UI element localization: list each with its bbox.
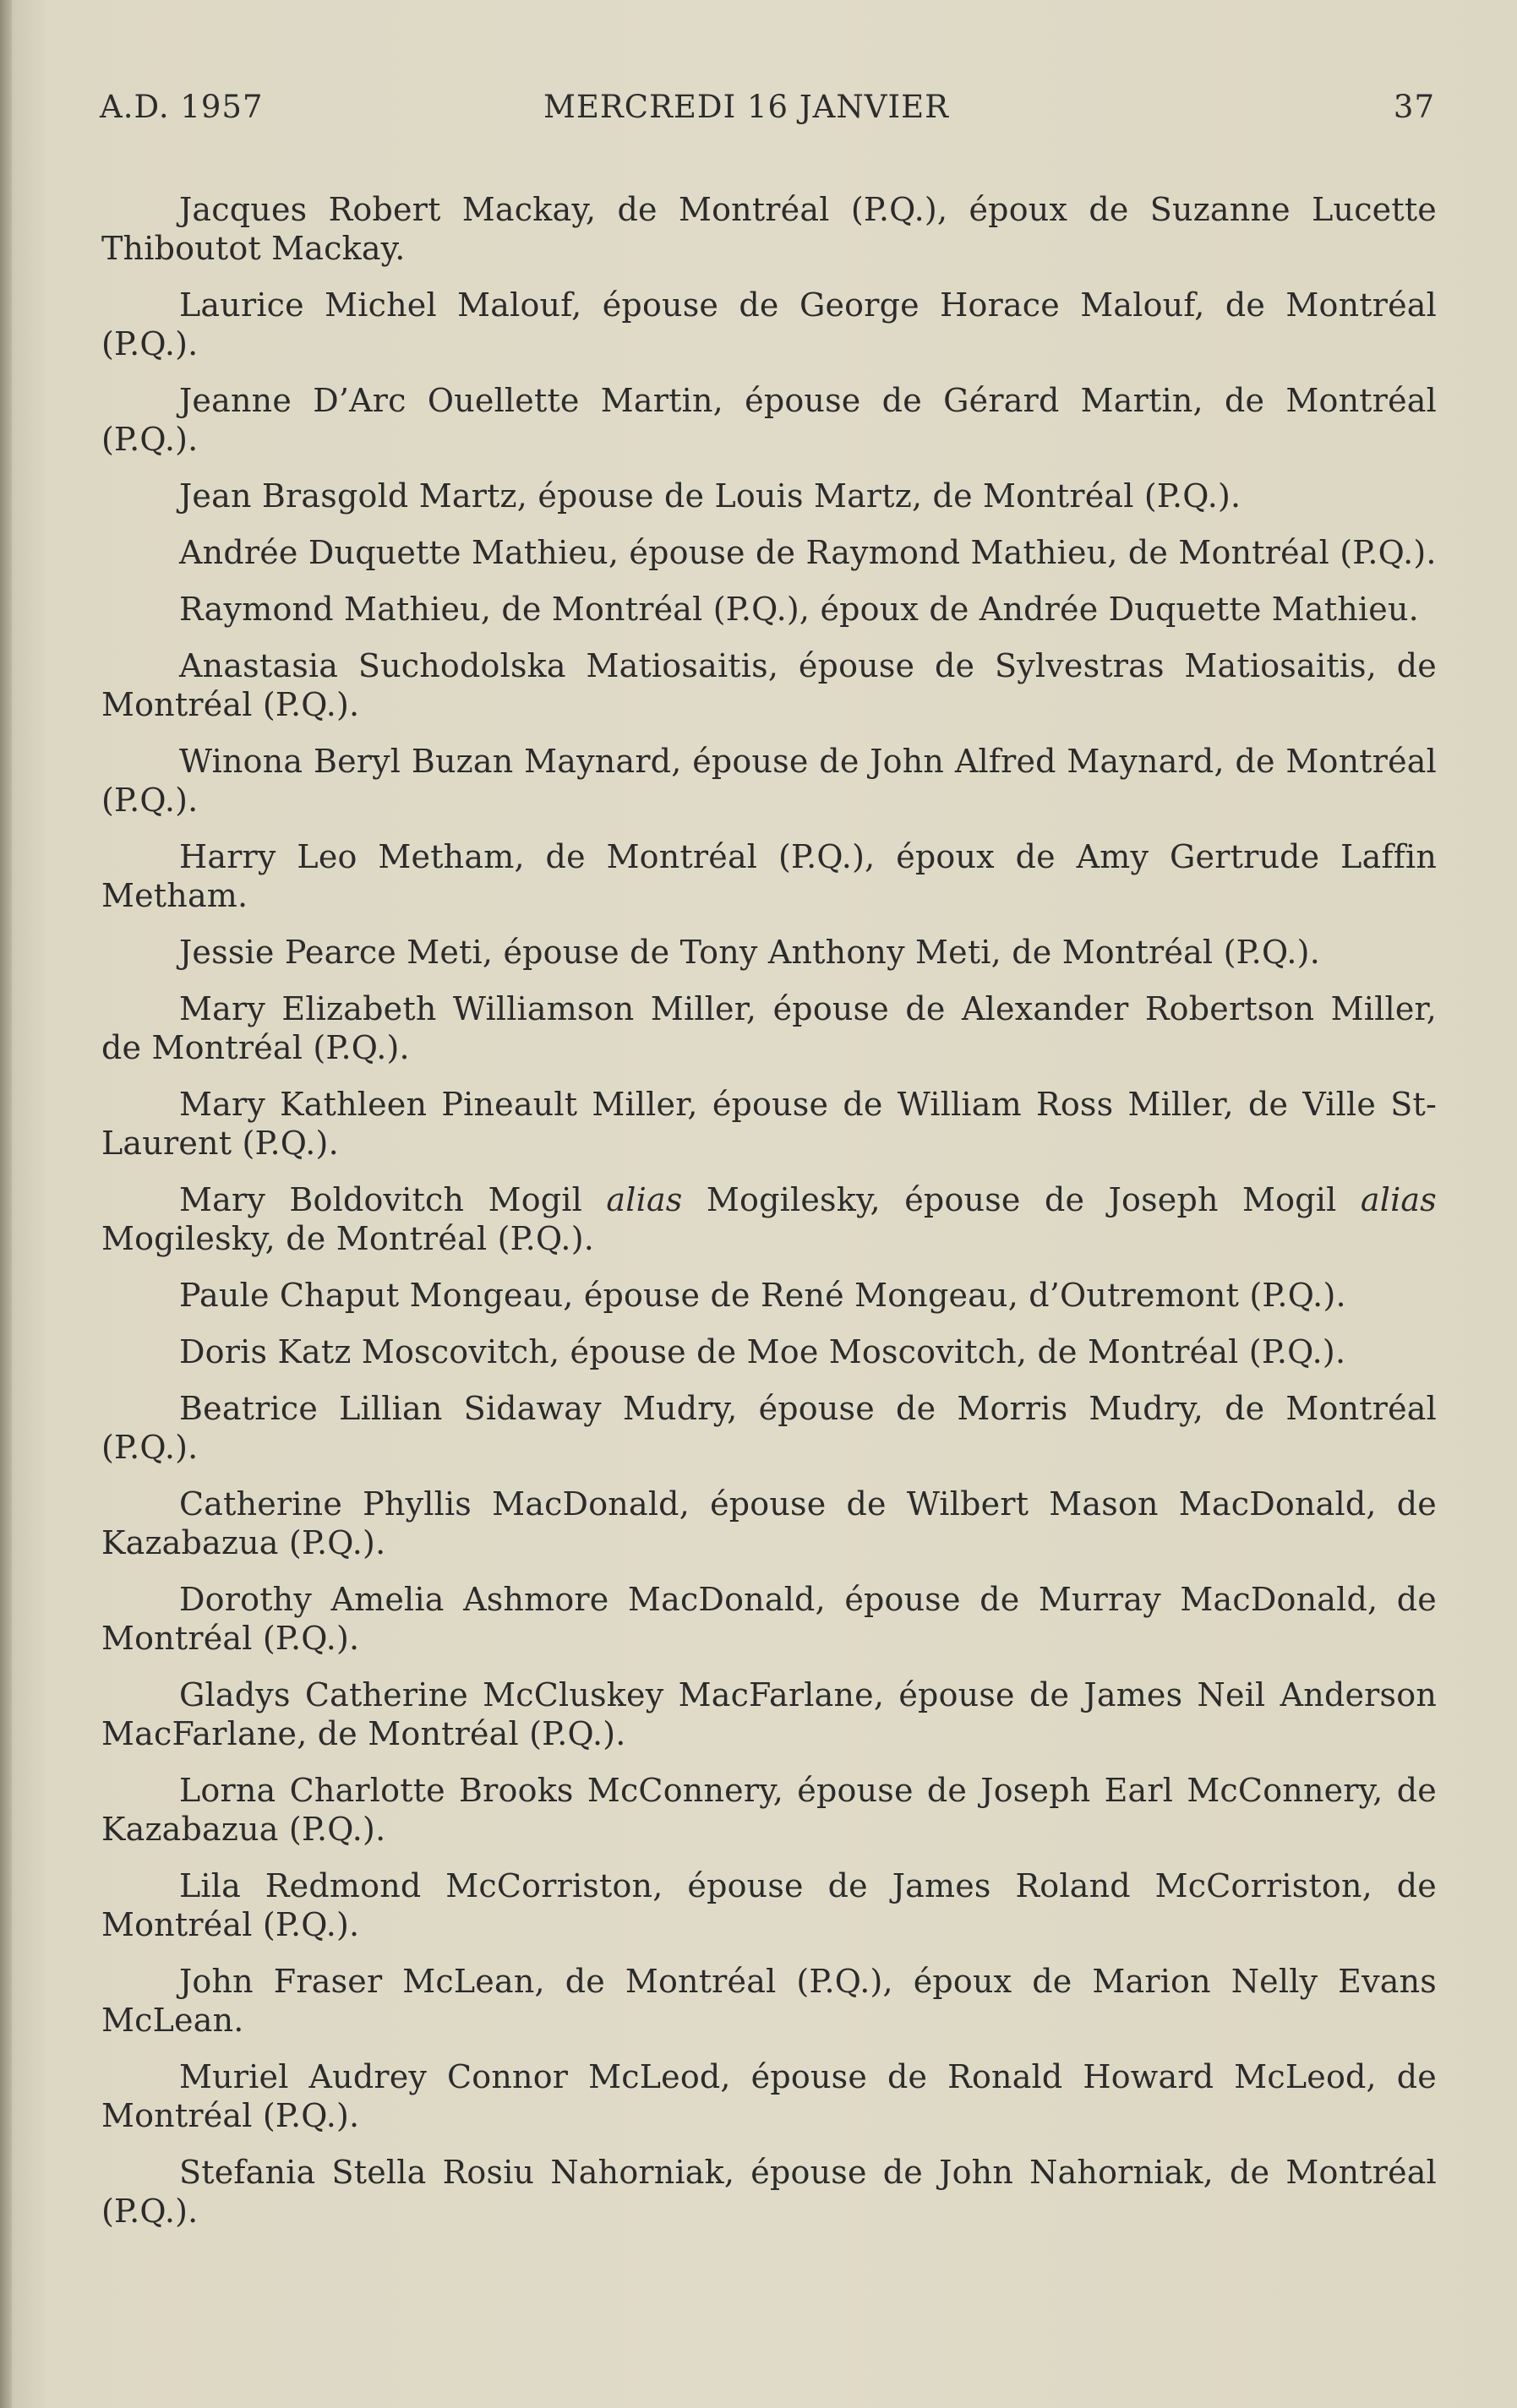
list-item: Gladys Catherine McCluskey MacFarlane, épouse de James Neil Anderson MacFarlane, de Montréal (P.Q.). (101, 1676, 1437, 1752)
list-item: Jessie Pearce Meti, épouse de Tony Anthony Meti, de Montréal (P.Q.). (179, 934, 1320, 971)
list-item: Raymond Mathieu, de Montréal (P.Q.), époux de Andrée Duquette Mathieu. (179, 591, 1419, 628)
list-item: Jeanne D’Arc Ouellette Martin, épouse de Gérard Martin, de Montréal (P.Q.). (101, 382, 1437, 458)
list-item: Winona Beryl Buzan Maynard, épouse de John Alfred Maynard, de Montréal (P.Q.). (101, 743, 1437, 819)
list-item: Mary Kathleen Pineault Miller, épouse de William Ross Miller, de Ville St-Laurent (P.Q.). (101, 1086, 1437, 1162)
list-item: Laurice Michel Malouf, épouse de George Horace Malouf, de Montréal (P.Q.). (101, 286, 1437, 362)
list-item: Jacques Robert Mackay, de Montréal (P.Q.), époux de Suzanne Lucette Thiboutot Mackay. (101, 191, 1437, 267)
alias-italic: alias (606, 1181, 683, 1218)
entry-text: Mogilesky, de Montréal (P.Q.). (101, 1220, 594, 1257)
list-item: Stefania Stella Rosiu Nahorniak, épouse de John Nahorniak, de Montréal (P.Q.). (101, 2154, 1437, 2230)
list-item: Beatrice Lillian Sidaway Mudry, épouse de Morris Mudry, de Montréal (P.Q.). (101, 1390, 1437, 1466)
entry-text: Mogilesky, épouse de Joseph Mogil (682, 1181, 1361, 1218)
list-item: Jean Brasgold Martz, épouse de Louis Martz, de Montréal (P.Q.). (179, 477, 1241, 515)
list-item: Anastasia Suchodolska Matiosaitis, épouse de Sylvestras Matiosaitis, de Montréal (P.Q.). (101, 647, 1437, 723)
list-item: Mary Elizabeth Williamson Miller, épouse de Alexander Robertson Miller, de Montréal (P.Q.). (101, 990, 1437, 1066)
header-year: A.D. 1957 (100, 89, 264, 125)
list-item: Lorna Charlotte Brooks McConnery, épouse de Joseph Earl McConnery, de Kazabazua (P.Q.). (101, 1772, 1437, 1848)
list-item: Doris Katz Moscovitch, épouse de Moe Moscovitch, de Montréal (P.Q.). (179, 1333, 1346, 1370)
list-item: Andrée Duquette Mathieu, épouse de Raymond Mathieu, de Montréal (P.Q.). (179, 534, 1437, 571)
list-item: Lila Redmond McCorriston, épouse de James Roland McCorriston, de Montréal (P.Q.). (101, 1867, 1437, 1943)
list-item: Catherine Phyllis MacDonald, épouse de Wilbert Mason MacDonald, de Kazabazua (P.Q.). (101, 1485, 1437, 1561)
entry-text: Mary Boldovitch Mogil (179, 1181, 607, 1218)
page-header (100, 89, 1435, 139)
list-item: Paule Chaput Mongeau, épouse de René Mongeau, d’Outremont (P.Q.). (179, 1277, 1346, 1314)
header-date: MERCREDI 16 JANVIER (543, 89, 949, 125)
list-item: Muriel Audrey Connor McLeod, épouse de Ronald Howard McLeod, de Montréal (P.Q.). (101, 2058, 1437, 2134)
page-number: 37 (1393, 89, 1435, 125)
list-item: Dorothy Amelia Ashmore MacDonald, épouse de Murray MacDonald, de Montréal (P.Q.). (101, 1581, 1437, 1657)
alias-italic: alias (1360, 1181, 1437, 1218)
list-item: Harry Leo Metham, de Montréal (P.Q.), époux de Amy Gertrude Laffin Metham. (101, 838, 1437, 914)
list-item: John Fraser McLean, de Montréal (P.Q.), époux de Marion Nelly Evans McLean. (101, 1963, 1437, 2039)
entry-list (101, 190, 1437, 2248)
list-item-mogil (101, 1180, 1437, 1258)
